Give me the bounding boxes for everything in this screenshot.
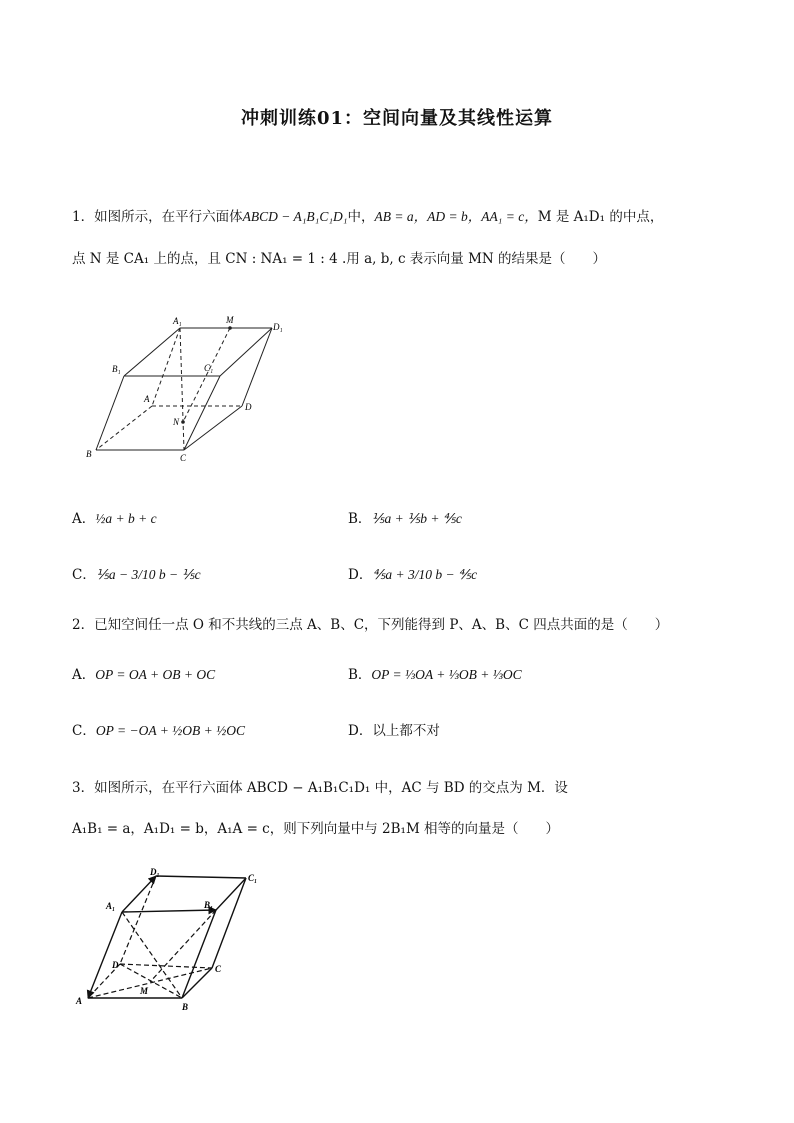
label-m: M xyxy=(140,986,149,996)
q1-option-c[interactable] xyxy=(72,566,201,584)
option-text: OP = −OA + ½OB + ½OC xyxy=(95,723,246,738)
q1-given: AB = a，AD = b，AA₁ = c， xyxy=(374,209,538,224)
q1-solid: ABCD − A₁B₁C₁D₁ xyxy=(242,209,348,224)
label-b1: B₁ xyxy=(112,364,121,374)
option-label: C． xyxy=(72,567,96,583)
label-a: A xyxy=(76,996,83,1006)
q1-number: 1． xyxy=(72,209,95,225)
option-text: ½a + b + c xyxy=(95,511,157,526)
q2-option-c[interactable] xyxy=(72,722,245,740)
q2-option-a[interactable] xyxy=(72,666,215,684)
option-label: C． xyxy=(72,723,96,739)
q3-number: 3． xyxy=(72,780,95,796)
label-d1: D₁ xyxy=(273,322,283,332)
q1-text-a: 如图所示，在平行六面体 xyxy=(94,209,243,225)
option-text: OP = OA + OB + OC xyxy=(95,667,216,682)
q1-option-b[interactable] xyxy=(348,510,462,528)
label-c: C xyxy=(180,453,187,462)
point-n xyxy=(181,420,185,424)
label-n: N xyxy=(173,417,180,427)
label-a: A xyxy=(144,394,150,404)
q3-line-1 xyxy=(72,779,568,797)
label-b: B xyxy=(86,449,92,459)
q1-option-a[interactable] xyxy=(72,510,157,528)
option-label: D． xyxy=(348,567,373,583)
label-b1: B₁ xyxy=(204,900,214,910)
q3-line-2: A₁B₁ = a，A₁D₁ = b，A₁A = c，则下列向量中与 2B₁M 相等的向量是（ ） xyxy=(72,821,560,837)
q1-text-b: 中， xyxy=(347,209,375,225)
q2-number: 2． xyxy=(72,617,95,633)
option-text: 以上都不对 xyxy=(372,723,440,739)
label-c1: C₁ xyxy=(204,363,214,373)
option-label: A． xyxy=(72,511,96,527)
option-text: ⅘a + 3/10 b − ⅘c xyxy=(372,567,478,582)
q2-line-1 xyxy=(72,616,668,634)
q1-option-d[interactable] xyxy=(348,566,477,584)
label-c: C xyxy=(215,964,222,974)
q3-text: 如图所示，在平行六面体 ABCD − A₁B₁C₁D₁ 中，AC 与 BD 的交点为 M．设 xyxy=(94,780,568,796)
q3-parallelepiped-figure xyxy=(66,864,276,1014)
option-label: B． xyxy=(348,667,372,683)
label-a1: A₁ xyxy=(106,901,116,911)
label-c1: C₁ xyxy=(248,873,258,883)
option-label: D． xyxy=(348,723,373,739)
option-text: ⅕a + ⅕b + ⅘c xyxy=(371,511,462,526)
label-d1: D₁ xyxy=(150,867,160,877)
q2-text: 已知空间任一点 O 和不共线的三点 A、B、C，下列能得到 P、A、B、C 四点共面的是（ ） xyxy=(94,617,669,633)
label-d: D xyxy=(245,402,252,412)
point-m xyxy=(228,326,232,330)
q1-parallelepiped-figure xyxy=(80,312,300,462)
option-text: OP = ⅓OA + ⅓OB + ⅓OC xyxy=(371,667,522,682)
q1-text-c: M 是 A₁D₁ 的中点， xyxy=(537,209,664,225)
q1-line-2: 点 N 是 CA₁ 上的点，且 CN : NA₁ = 1 : 4 .用 a, b, c 表示向量 MN 的结果是（ ） xyxy=(72,251,607,267)
option-label: B． xyxy=(348,511,372,527)
q2-option-b[interactable] xyxy=(348,666,522,684)
option-text: ⅕a − 3/10 b − ⅕c xyxy=(95,567,201,582)
label-d: D xyxy=(112,960,119,970)
label-m: M xyxy=(226,315,234,325)
page-title: 冲刺训练01：空间向量及其线性运算 xyxy=(240,108,554,129)
option-label: A． xyxy=(72,667,96,683)
q2-option-d[interactable] xyxy=(348,722,440,740)
label-b: B xyxy=(182,1002,189,1012)
q1-line-1 xyxy=(72,208,663,226)
label-a1: A₁ xyxy=(173,316,182,326)
